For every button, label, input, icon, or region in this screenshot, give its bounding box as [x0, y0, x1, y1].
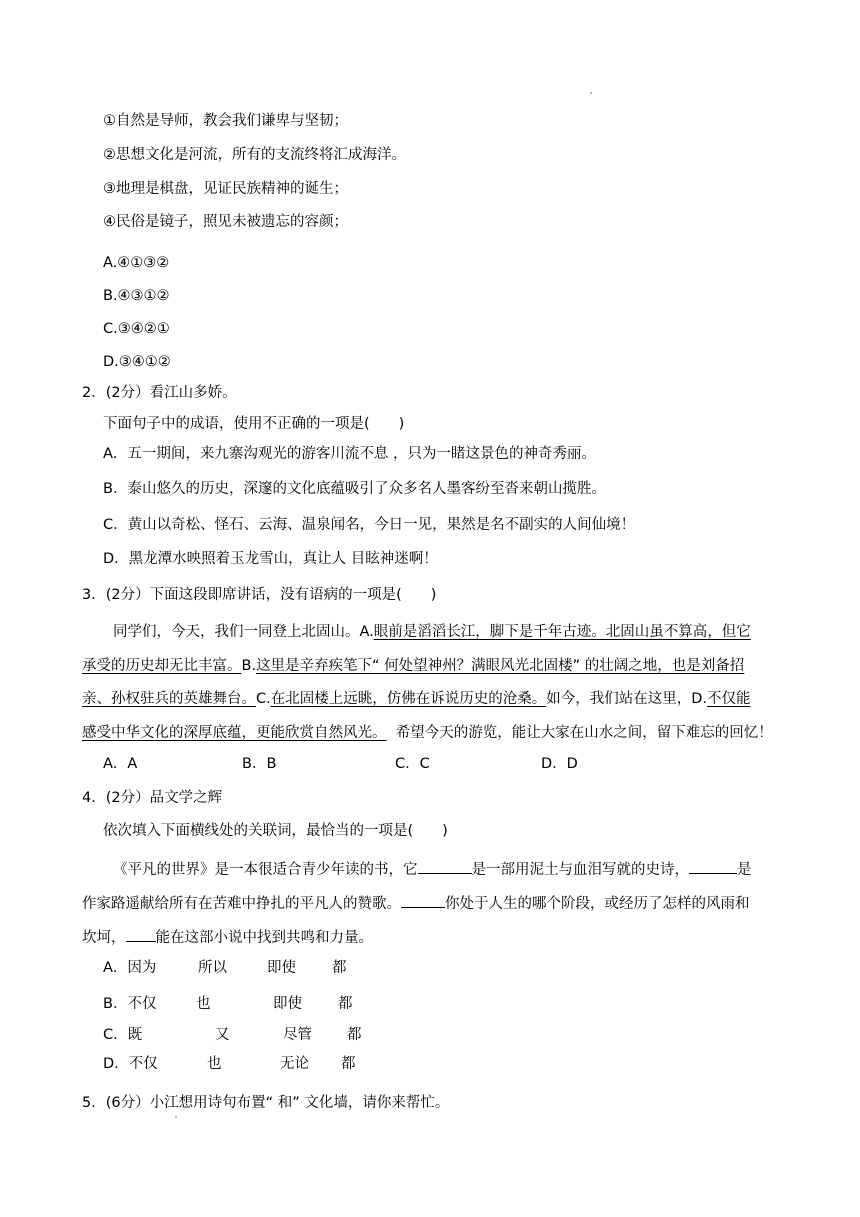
- q1-option-d[interactable]: D.③④①②: [103, 354, 171, 370]
- q3-sentence-d: 不仅能: [707, 691, 751, 707]
- q2-option-b[interactable]: B．泰山悠久的历史，深邃的文化底蕴吸引了众多名人墨客纷至沓来朝山揽胜。: [103, 481, 606, 497]
- q3-text-d-label: 如今，我们站在这里，D.: [546, 691, 708, 707]
- q1-item-4: ④民俗是镜子，照见未被遗忘的容颜；: [103, 214, 348, 230]
- q4-text-6: 坎坷，: [82, 930, 126, 946]
- q2-stem: 下面句子中的成语，使用不正确的一项是( ): [103, 416, 405, 432]
- q3-sentence-d-end: 感受中华文化的深厚底蕴，更能欣赏自然风光。: [82, 725, 387, 741]
- q4-blank-2: [689, 859, 737, 874]
- q4-passage-line-1: [113, 859, 752, 880]
- q3-sentence-c: 在北固楼上远眺，仿佛在诉说历史的沧桑。: [270, 691, 547, 707]
- q1-item-1: ①自然是导师，教会我们谦卑与坚韧；: [103, 113, 348, 129]
- scan-dot-bottom: [175, 1116, 177, 1118]
- q3-option-c[interactable]: C．C: [395, 756, 430, 772]
- q3-sentence-b-end: 亲、孙权驻兵的英雄舞台。: [82, 691, 256, 707]
- scan-dot-top: [590, 92, 592, 94]
- q3-text-end: 希望今天的游览，能让大家在山水之间，留下难忘的回忆！: [386, 725, 773, 741]
- q3-option-d[interactable]: D．D: [541, 756, 578, 772]
- q3-passage-line-4: [82, 723, 773, 743]
- q4-header: 4．(2分）品文学之辉: [82, 790, 223, 806]
- q4-option-c-word-3: 尽管: [283, 1027, 312, 1043]
- q4-text-1: 《平凡的世界》是一本很适合青少年读的书，它: [113, 862, 418, 878]
- q4-option-b-word-3: 即使: [273, 996, 302, 1012]
- q4-option-a-word-3: 即使: [267, 960, 296, 976]
- q4-text-7: 能在这部小说中找到共鸣和力量。: [155, 930, 373, 946]
- q4-option-b-word-1: B．不仅: [103, 996, 157, 1012]
- q3-option-b[interactable]: B．B: [242, 756, 277, 772]
- q4-option-b-word-4: 都: [338, 996, 353, 1012]
- q4-option-a-word-4: 都: [332, 960, 347, 976]
- q4-text-3: 是: [737, 862, 752, 878]
- q4-blank-4: [126, 927, 156, 942]
- q1-option-c[interactable]: C.③④②①: [103, 321, 170, 337]
- q3-option-a[interactable]: A．A: [103, 756, 138, 772]
- q5-header: 5．(6分）小江想用诗句布置“ 和” 文化墙，请你来帮忙。: [82, 1095, 450, 1111]
- q4-stem: 依次填入下面横线处的关联词，最恰当的一项是( ): [103, 823, 448, 839]
- q4-text-2: 是一部用泥土与血泪写就的史诗，: [471, 862, 689, 878]
- q4-text-4: 作家路遥献给所有在苦难中挣扎的平凡人的赞歌。: [82, 896, 401, 912]
- q2-option-a[interactable]: A．五一期间，来九寨沟观光的游客川流不息 ，只为一睹这景色的神奇秀丽。: [103, 446, 597, 462]
- q4-option-b-word-2: 也: [196, 996, 211, 1012]
- q4-option-c-word-2: 又: [215, 1027, 230, 1043]
- q4-option-d-word-1: D．不仅: [103, 1056, 158, 1072]
- q4-option-c-word-4: 都: [347, 1027, 362, 1043]
- q4-option-d-word-2: 也: [207, 1056, 222, 1072]
- q3-label-c: C.: [256, 691, 271, 707]
- q1-item-3: ③地理是棋盘，见证民族精神的诞生；: [103, 181, 348, 197]
- q1-option-a[interactable]: A.④①③②: [103, 255, 170, 271]
- q3-passage-line-2: [82, 656, 744, 676]
- q3-passage-line-1: [113, 622, 751, 642]
- q3-label-b: B.: [241, 658, 257, 674]
- q1-item-2: ②思想文化是河流，所有的支流终将汇成海洋。: [103, 147, 406, 163]
- q3-sentence-a: 眼前是滔滔长江，脚下是千年古迹。北固山虽不算高，但它: [373, 624, 751, 640]
- q2-option-c[interactable]: C．黄山以奇松、怪石、云海、温泉闻名，今日一见，果然是名不副实的人间仙境！: [103, 517, 636, 533]
- q3-text: 同学们，今天，我们一同登上北固山。A.: [113, 624, 374, 640]
- q3-sentence-b: 这里是辛弃疾笔下“ 何处望神州？满眼风光北固楼” 的壮阔之地，也是刘备招: [256, 658, 745, 674]
- q4-option-d-word-3: 无论: [280, 1056, 309, 1072]
- q4-blank-3: [401, 893, 445, 908]
- q4-option-d-word-4: 都: [341, 1056, 356, 1072]
- q4-passage-line-3: [82, 927, 373, 948]
- q4-option-a-word-2: 所以: [198, 960, 227, 976]
- q4-passage-line-2: [82, 893, 750, 914]
- q3-header: 3．(2分）下面这段即席讲话，没有语病的一项是( ): [82, 587, 437, 603]
- q2-header: 2．(2分）看江山多娇。: [82, 385, 237, 401]
- q2-option-d[interactable]: D．黑龙潭水映照着玉龙雪山，真让人 目眩神迷啊！: [103, 551, 438, 567]
- q3-passage-line-3: [82, 689, 751, 709]
- q4-blank-1: [418, 859, 472, 874]
- q4-text-5: 你处于人生的哪个阶段，或经历了怎样的风雨和: [445, 896, 750, 912]
- q4-option-c-word-1: C．既: [103, 1027, 143, 1043]
- q1-option-b[interactable]: B.④③①②: [103, 288, 170, 304]
- q3-sentence-a-end: 承受的历史却无比丰富。: [82, 658, 242, 674]
- q4-option-a-word-1: A．因为: [103, 960, 157, 976]
